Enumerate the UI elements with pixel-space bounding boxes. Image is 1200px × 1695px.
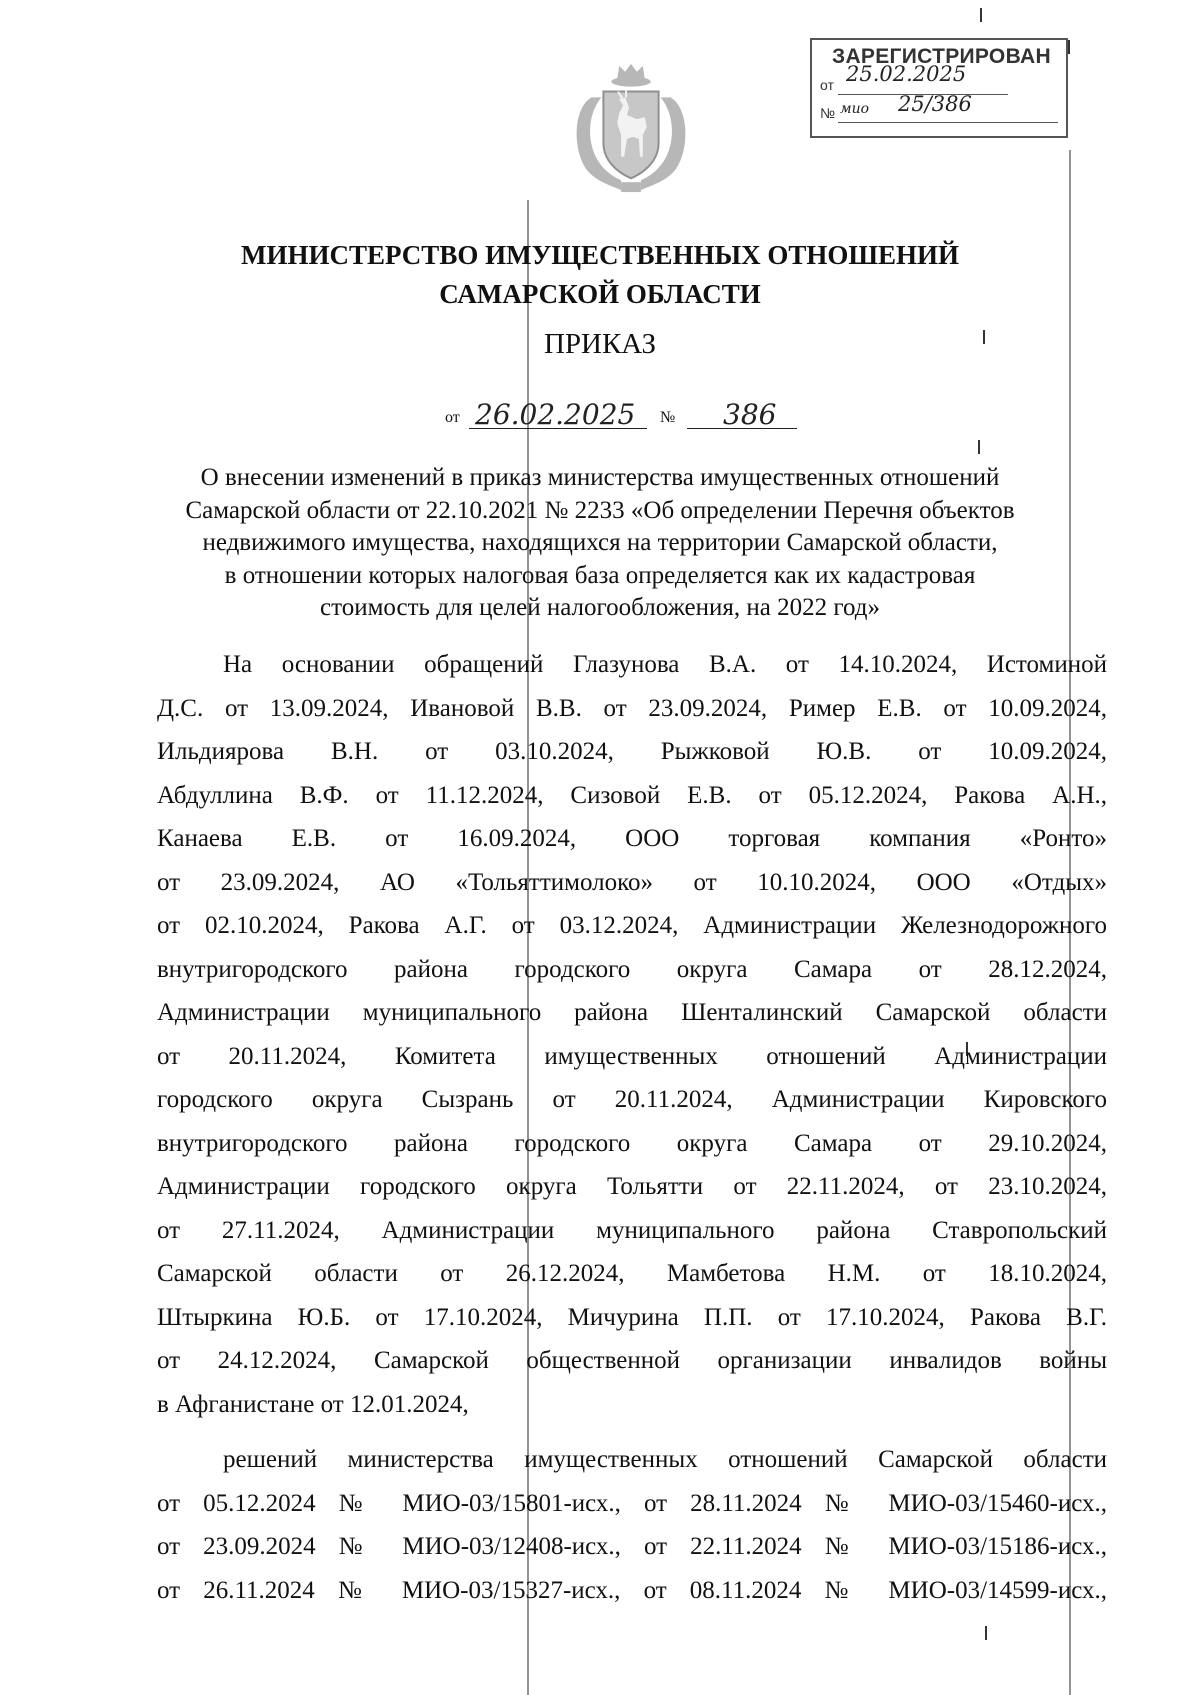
body-line: от 02.10.2024, Ракова А.Г. от 03.12.2024, Администрации Железнодорожного <box>157 912 1107 939</box>
stamp-date-label: от <box>820 77 834 93</box>
ministry-title <box>0 236 1200 314</box>
subject-line: недвижимого имущества, находящихся на территории Самарской области, <box>202 529 998 556</box>
body-line: Самарской области от 26.12.2024, Мамбетова Н.М. от 18.10.2024, <box>157 1260 1107 1287</box>
body-line: от 05.12.2024 № МИО-03/15801-исх., от 28.11.2024 № МИО-03/15460-исх., <box>157 1489 1107 1517</box>
stamp-number-label: № <box>820 105 836 121</box>
registration-stamp <box>810 38 1068 138</box>
order-number-label: № <box>660 409 676 426</box>
order-date-number <box>445 395 805 435</box>
body-line: городского округа Сызрань от 20.11.2024, Администрации Кировского <box>157 1086 1107 1113</box>
body-line: Канаева Е.В. от 16.09.2024, ООО торговая компания «Ронто» <box>157 825 1107 852</box>
scan-tick <box>978 440 980 454</box>
scan-tick <box>985 1626 987 1640</box>
body-line: решений министерства имущественных отношений Самарской области <box>223 1446 1107 1473</box>
subject-line: Самарской области от 22.10.2021 № 2233 «Об определении Перечня объектов <box>185 496 1015 524</box>
body-paragraph-2 <box>157 1438 1107 1612</box>
body-line: На основании обращений Глазунова В.А. от 14.10.2024, Истоминой <box>223 651 1107 678</box>
body-line: от 26.11.2024 № МИО-03/15327-исх., от 08.11.2024 № МИО-03/14599-исх., <box>157 1576 1107 1604</box>
body-line: Администрации муниципального района Шенталинский Самарской области <box>157 999 1107 1026</box>
stamp-date-value: 25.02.2025 <box>846 62 967 86</box>
body-line: от 20.11.2024, Комитета имущественных отношений Администрации <box>157 1042 1107 1070</box>
ministry-line1: МИНИСТЕРСТВО ИМУЩЕСТВЕННЫХ ОТНОШЕНИЙ <box>240 240 960 270</box>
body-line: Администрации городского округа Тольятти от 22.11.2024, от 23.10.2024, <box>157 1173 1107 1200</box>
scan-tick <box>980 8 982 22</box>
order-subject <box>140 462 1060 625</box>
subject-line: в отношении которых налоговая база определяется как их кадастровая <box>224 561 976 589</box>
document-type: ПРИКАЗ <box>543 328 657 360</box>
order-date-label: от <box>445 409 460 426</box>
subject-line: стоимость для целей налогообложения, на 2022 год» <box>320 594 880 621</box>
body-line: от 23.09.2024 № МИО-03/12408-исх., от 22.11.2024 № МИО-03/15186-исх., <box>157 1533 1107 1560</box>
body-line: от 24.12.2024, Самарской общественной организации инвалидов войны <box>157 1347 1107 1374</box>
order-date-value: 26.02.2025 <box>475 398 636 431</box>
scan-tick <box>1068 40 1070 54</box>
body-line: от 27.11.2024, Администрации муниципального района Ставропольский <box>157 1216 1107 1244</box>
stamp-number-value: 25/386 <box>898 92 972 116</box>
ministry-line2: САМАРСКОЙ ОБЛАСТИ <box>439 279 761 309</box>
body-line: Абдуллина В.Ф. от 11.12.2024, Сизовой Е.В. от 05.12.2024, Ракова А.Н., <box>157 781 1107 809</box>
body-line: внутригородского района городского округа Самара от 29.10.2024, <box>157 1129 1107 1157</box>
body-line: Ильдиярова В.Н. от 03.10.2024, Рыжковой Ю.В. от 10.09.2024, <box>157 738 1107 765</box>
body-line: от 23.09.2024, АО «Тольяттимолоко» от 10.10.2024, ООО «Отдых» <box>157 868 1107 896</box>
stamp-number-prefix: мио <box>840 101 870 117</box>
body-line: в Афганистане от 12.01.2024, <box>157 1390 469 1418</box>
order-number-value: 386 <box>723 398 777 431</box>
body-line: Д.С. от 13.09.2024, Ивановой В.В. от 23.09.2024, Ример Е.В. от 10.09.2024, <box>157 694 1107 722</box>
body-line: Штыркина Ю.Б. от 17.10.2024, Мичурина П.П. от 17.10.2024, Ракова В.Г. <box>157 1303 1107 1331</box>
coat-of-arms-icon <box>562 58 700 196</box>
body-line: внутригородского района городского округа Самара от 28.12.2024, <box>157 955 1107 983</box>
stamp-title: ЗАРЕГИСТРИРОВАН <box>832 45 1051 68</box>
subject-line: О внесении изменений в приказ министерства имущественных отношений <box>200 464 1000 491</box>
body-paragraph-1 <box>157 643 1107 1426</box>
